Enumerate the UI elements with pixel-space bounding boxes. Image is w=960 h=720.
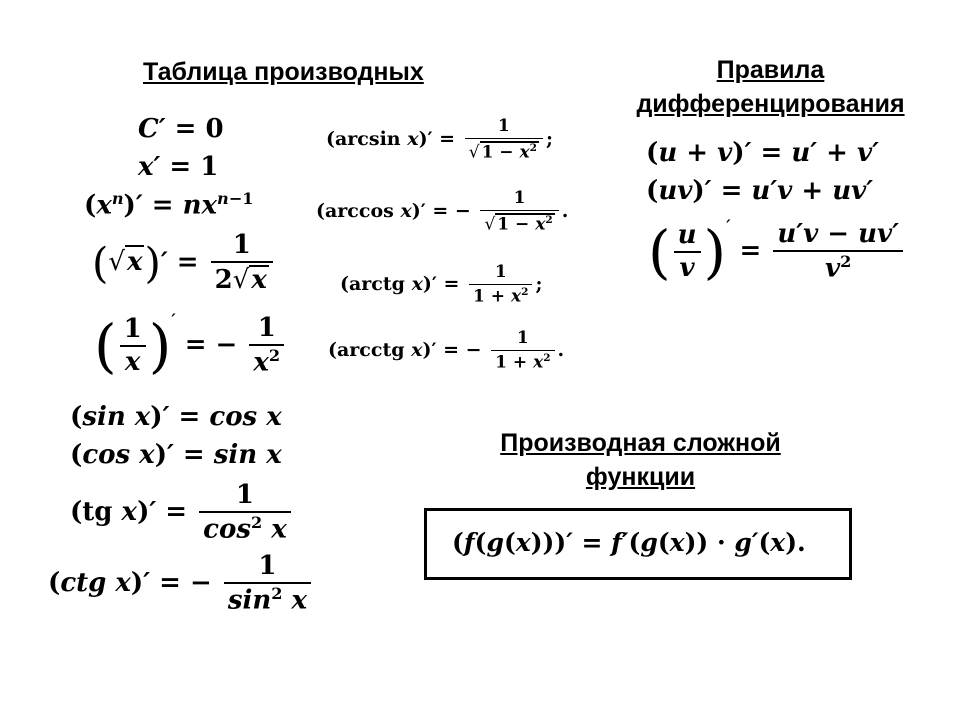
- composite-heading-line2: функции: [585, 463, 696, 491]
- formula-arctg: (arctg x)′ = $\frac{1}{1 + x^2}$ ;: [340, 262, 543, 307]
- rules-heading: [598, 53, 943, 121]
- rule-sum: (u + v)′ = u′ + v′: [646, 138, 879, 168]
- formula-sqrt: (√x)′ = $\frac{1}{2√x}$: [92, 232, 276, 295]
- formula-power: $(x^n)' = nx^{n-1}$: [84, 189, 254, 221]
- formula-const: C′ = 0: [138, 114, 224, 144]
- composite-formula: (f(g(x)))′ = f′(g(x)) · g′(x).: [452, 528, 806, 557]
- formula-arccos: (arccos x)′ = − $\frac{1}{√ 1 - x^2}$ .: [316, 188, 569, 235]
- table-heading: Таблица производных: [143, 58, 424, 86]
- rules-heading-line1: Правила: [716, 56, 825, 84]
- formula-ctg: (ctg x)′ = − $\frac{1}{\sin^2 x}$: [48, 553, 314, 615]
- formula-tg: (tg x)′ = $\frac{1}{\cos^2 x}$: [70, 482, 294, 544]
- formula-reciprocal: ( $\frac{1}{x}$ )′ = − $\frac{1}{x^2}$: [94, 310, 287, 377]
- rule-product: (uv)′ = u′v + uv′: [646, 176, 874, 206]
- composite-heading-line1: Производная сложной: [500, 429, 781, 457]
- formula-arcsin: (arcsin x)′ = $\frac{1}{√ 1 - x^2}$ ;: [326, 116, 553, 163]
- composite-heading: [458, 426, 823, 494]
- formula-x: x′ = 1: [138, 152, 219, 182]
- rules-heading-line2: дифференцирования: [636, 90, 905, 118]
- formula-cos: (cos x)′ = sin x: [70, 440, 282, 470]
- rule-quotient: ( $\frac{u}{v}$ )′ = $\frac{u'v - uv'}{v^2}$: [648, 216, 906, 283]
- formula-arcctg: (arcctg x)′ = − $\frac{1}{1 + x^2}$ .: [328, 328, 565, 373]
- formula-sin: (sin x)′ = cos x: [70, 402, 282, 432]
